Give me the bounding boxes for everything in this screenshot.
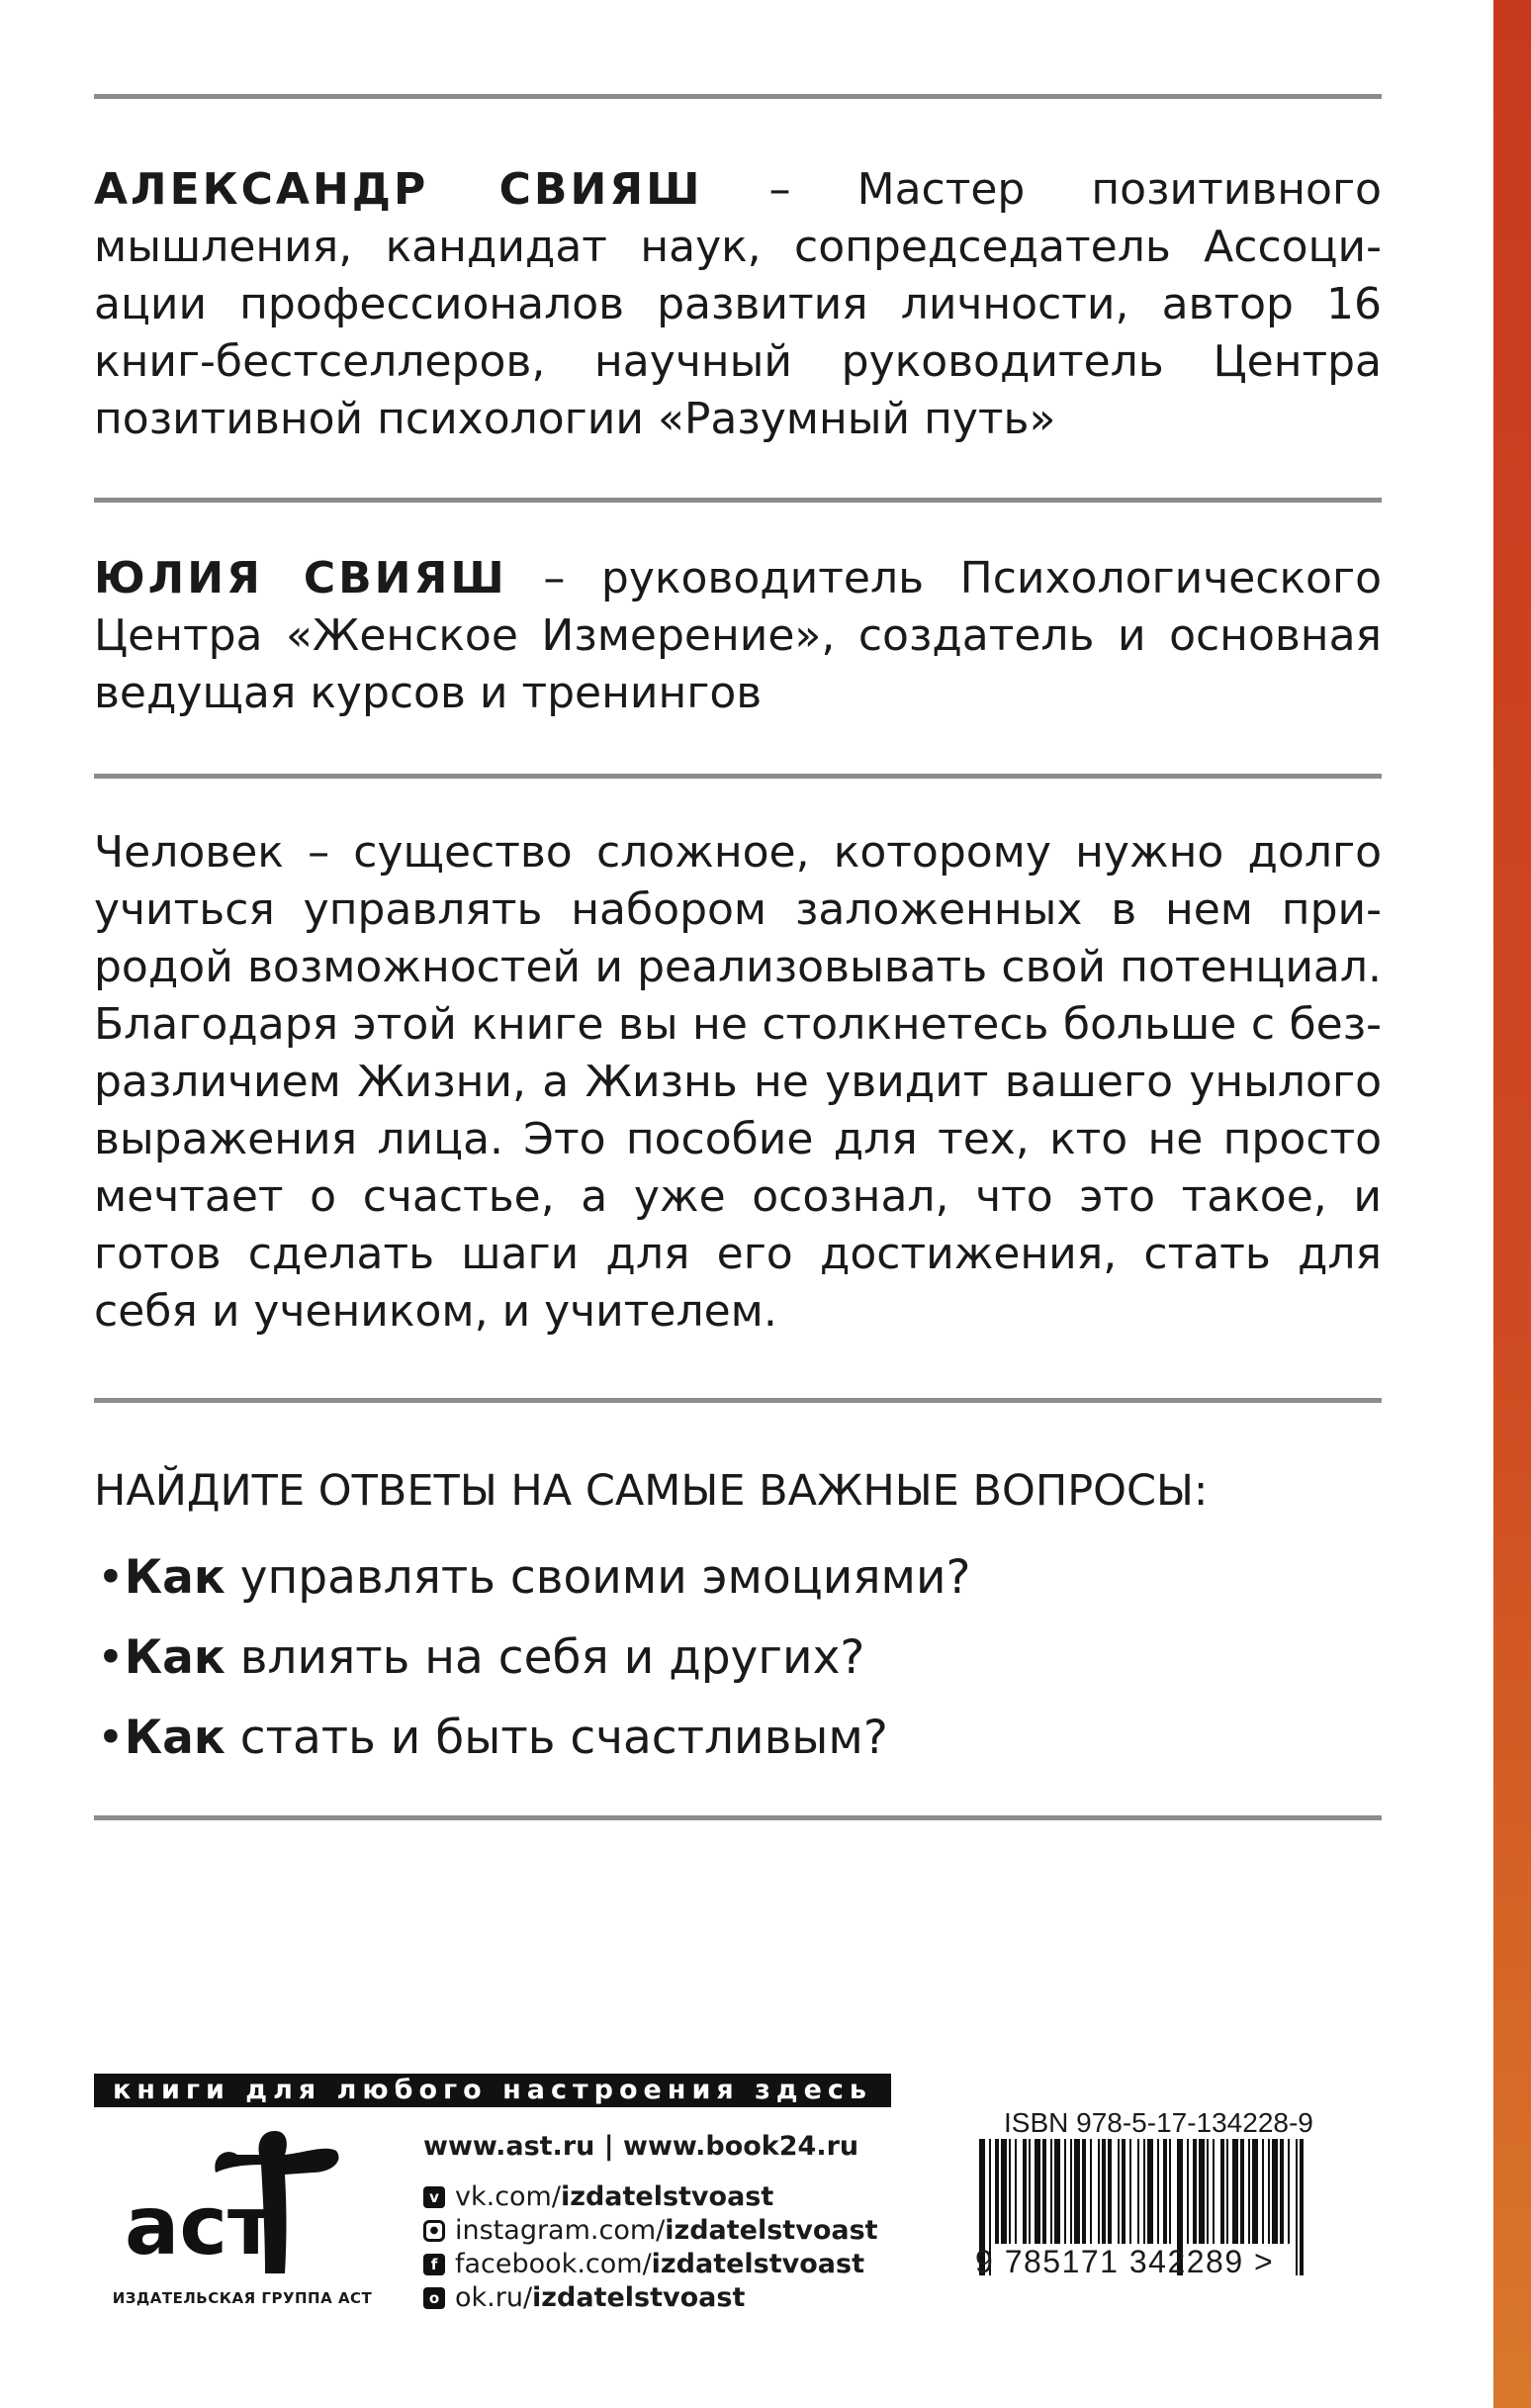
book-description: Человек – существо сложное, которому нужно долго учиться управлять набором заложенных в нем природой возможностей и реализовывать свой потенциал. Благодаря этой книге вы не столкнетесь больше с безразличием Жизни, а Жизнь не увидит вашего унылого выражения лица. Это пособие для тех, кто не просто мечтает о счастье, а уже осознал, что это такое, и готов сделать шаги для его достижения, стать для себя и учеником, и учителем. <box>94 827 1382 1337</box>
publisher-links <box>423 2127 938 2315</box>
barcode-bar <box>1098 2139 1100 2244</box>
barcode-digits: 9 785171 342289 > <box>975 2244 1275 2279</box>
barcode-bar <box>1163 2139 1167 2244</box>
barcode-bar <box>1143 2139 1145 2244</box>
question-2-text: влиять на себя и других? <box>225 1630 865 1685</box>
barcode-bar <box>1042 2139 1046 2244</box>
barcode-bar <box>1262 2139 1264 2244</box>
barcode-bar <box>1240 2139 1244 2244</box>
divider-3 <box>94 774 1382 779</box>
isbn-label: ISBN 978-5-17-134228-9 <box>1004 2107 1313 2138</box>
barcode-bar <box>1232 2139 1238 2244</box>
barcode-bar <box>1035 2139 1040 2244</box>
social-vk[interactable] <box>423 2180 938 2214</box>
question-1-bold: Как <box>124 1550 225 1605</box>
barcode-bar <box>1064 2139 1066 2244</box>
barcode-bar <box>1015 2139 1017 2244</box>
barcode-bar <box>1102 2139 1106 2244</box>
question-3-bold: Как <box>124 1711 225 1765</box>
social-instagram-handle: izdatelstvoast <box>665 2215 878 2246</box>
author-1-text: – Мастер позитивного мышления, кандидат наук, сопредседатель Ассоциации профессионалов развития личности, автор 16 книг-бестселлеров, научный руководитель Центра позитивной психологии «Разумный путь» <box>94 164 1382 444</box>
barcode-bar <box>1122 2139 1126 2244</box>
instagram-icon: ● <box>423 2220 445 2242</box>
divider-4 <box>94 1398 1382 1403</box>
barcode-bar <box>1280 2139 1284 2244</box>
social-ok-prefix: ok.ru/ <box>455 2282 533 2313</box>
author-2-bio <box>94 550 1382 722</box>
vk-icon: v <box>423 2186 445 2208</box>
barcode-bar <box>1187 2139 1189 2244</box>
barcode-bar <box>1226 2139 1228 2244</box>
facebook-icon: f <box>423 2254 445 2275</box>
social-instagram-prefix: instagram.com/ <box>455 2215 666 2246</box>
author-1-name: АЛЕКСАНДР СВИЯШ <box>94 164 703 215</box>
barcode-bar <box>1272 2139 1278 2244</box>
question-3-text: стать и быть счастливым? <box>225 1711 888 1765</box>
barcode-bar <box>1288 2139 1290 2244</box>
author-2-name: ЮЛИЯ СВИЯШ <box>94 553 507 603</box>
divider-1 <box>94 94 1382 99</box>
barcode-bar <box>1082 2139 1086 2244</box>
question-2: •Как влиять на себя и других? <box>97 1630 865 1685</box>
barcode-bar <box>1029 2139 1031 2244</box>
social-facebook-prefix: facebook.com/ <box>455 2249 652 2279</box>
social-vk-prefix: vk.com/ <box>455 2181 561 2212</box>
barcode-bar <box>1001 2139 1007 2244</box>
barcode-bar <box>1157 2139 1159 2244</box>
question-3: •Как стать и быть счастливым? <box>97 1711 888 1765</box>
barcode-bar <box>1220 2139 1224 2244</box>
ast-logo-icon <box>117 2125 374 2283</box>
barcode-bar <box>1252 2139 1258 2244</box>
social-facebook-handle: izdatelstvoast <box>651 2249 864 2279</box>
barcode-bar <box>1074 2139 1080 2244</box>
barcode-bar <box>1199 2139 1205 2244</box>
social-instagram[interactable] <box>423 2214 938 2248</box>
barcode-bar <box>1207 2139 1209 2244</box>
question-1-text: управлять своими эмоциями? <box>225 1550 971 1605</box>
author-2-text: – руководитель Психологического Центра «Женское Измерение», создатель и основная ведущая курсов и тренингов <box>94 553 1382 718</box>
barcode-bar <box>1070 2139 1072 2244</box>
barcode-bar <box>1054 2139 1060 2244</box>
barcode-bar <box>1137 2139 1139 2244</box>
barcode-bar <box>1169 2139 1171 2244</box>
social-ok-handle: izdatelstvoast <box>532 2282 746 2313</box>
social-ok[interactable] <box>423 2281 938 2315</box>
barcode-bar <box>1147 2139 1153 2244</box>
social-vk-handle: izdatelstvoast <box>560 2181 774 2212</box>
barcode-bar <box>1268 2139 1270 2244</box>
barcode-bar <box>995 2139 999 2244</box>
ok-icon: o <box>423 2287 445 2309</box>
websites[interactable]: www.ast.ru | www.book24.ru <box>423 2131 859 2162</box>
barcode-bar <box>1023 2139 1027 2244</box>
question-2-bold: Как <box>124 1630 225 1685</box>
spine-stripe <box>1493 0 1531 2408</box>
barcode-bar <box>1090 2139 1092 2244</box>
barcode-bar <box>1213 2139 1215 2244</box>
barcode-bar <box>1009 2139 1011 2244</box>
social-facebook[interactable] <box>423 2248 938 2281</box>
author-1-bio <box>94 161 1382 448</box>
publisher-caption: ИЗДАТЕЛЬСКАЯ ГРУППА АСТ <box>112 2289 373 2307</box>
question-1: •Как управлять своими эмоциями? <box>97 1550 971 1605</box>
barcode-bar <box>1129 2139 1131 2244</box>
barcode-bar <box>1248 2139 1250 2244</box>
divider-5 <box>94 1815 1382 1820</box>
barcode-bar <box>1050 2139 1052 2244</box>
barcode-bar <box>1193 2139 1197 2244</box>
divider-2 <box>94 498 1382 503</box>
logo-text: аст <box>125 2179 275 2273</box>
barcode-bar <box>1118 2139 1120 2244</box>
barcode-bar <box>1108 2139 1112 2244</box>
tagline-banner: книги для любого настроения здесь <box>94 2074 891 2107</box>
questions-heading: НАЙДИТЕ ОТВЕТЫ НА САМЫЕ ВАЖНЫЕ ВОПРОСЫ: <box>94 1466 1209 1516</box>
